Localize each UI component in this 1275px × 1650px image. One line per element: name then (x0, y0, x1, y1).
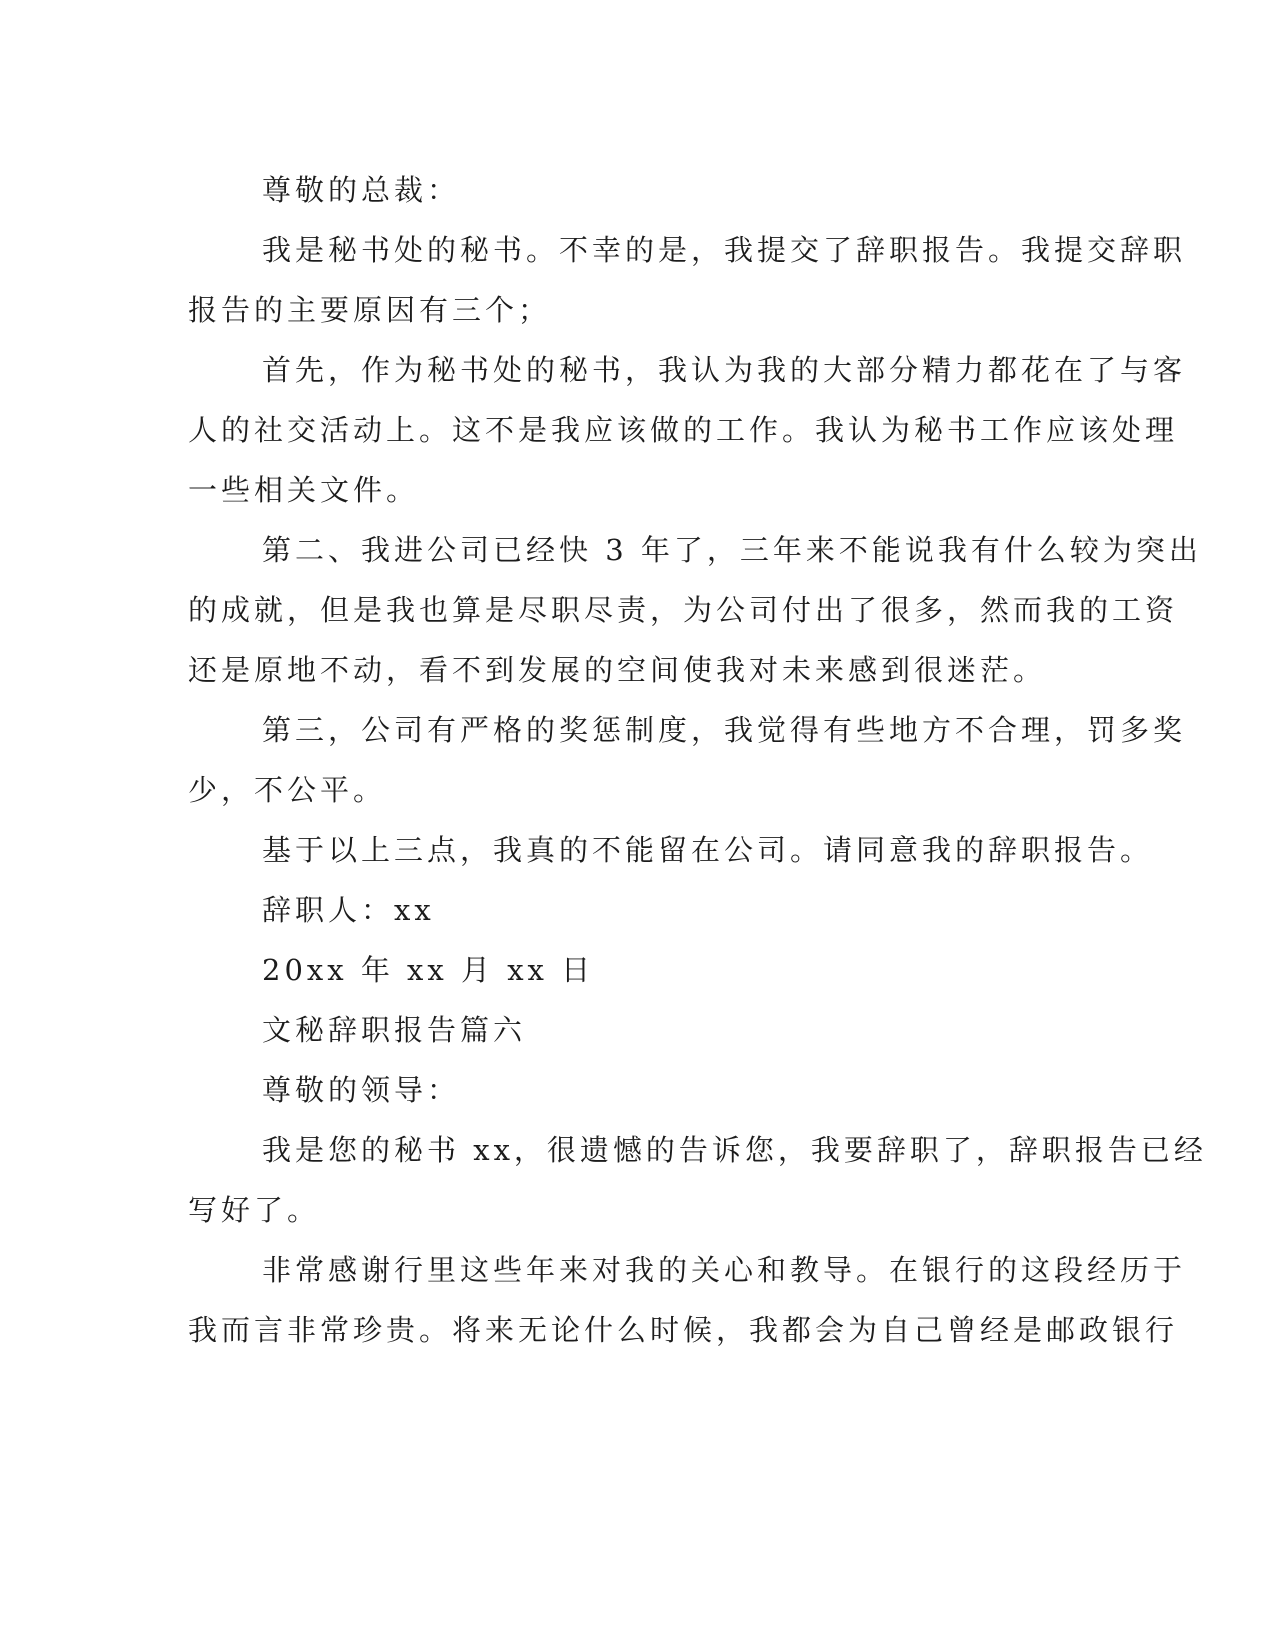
paragraph-line: 基于以上三点，我真的不能留在公司。请同意我的辞职报告。 (262, 833, 1154, 867)
paragraph-line: 写好了。 (188, 1193, 321, 1227)
signature-date: 20xx 年 xx 月 xx 日 (262, 953, 595, 987)
section-heading: 文秘辞职报告篇六 (262, 1013, 527, 1047)
salutation-president: 尊敬的总裁： (262, 173, 461, 207)
paragraph-line: 第二、我进公司已经快 3 年了，三年来不能说我有什么较为突出 (262, 533, 1202, 567)
paragraph-line: 首先，作为秘书处的秘书，我认为我的大部分精力都花在了与客 (262, 353, 1187, 387)
salutation-leader: 尊敬的领导： (262, 1073, 461, 1107)
document-body (188, 160, 1207, 1360)
paragraph-line: 我而言非常珍贵。将来无论什么时候，我都会为自己曾经是邮政银行 (188, 1313, 1179, 1347)
paragraph-line: 人的社交活动上。这不是我应该做的工作。我认为秘书工作应该处理 (188, 413, 1179, 447)
paragraph-line: 我是您的秘书 xx，很遗憾的告诉您，我要辞职了，辞职报告已经 (262, 1133, 1207, 1167)
paragraph-line: 非常感谢行里这些年来对我的关心和教导。在银行的这段经历于 (262, 1253, 1187, 1287)
paragraph-line: 我是秘书处的秘书。不幸的是，我提交了辞职报告。我提交辞职 (262, 233, 1187, 267)
signature-name: 辞职人：xx (262, 893, 435, 927)
paragraph-line: 报告的主要原因有三个； (188, 293, 552, 327)
paragraph-line: 一些相关文件。 (188, 473, 420, 507)
paragraph-line: 少，不公平。 (188, 773, 387, 807)
paragraph-line: 第三，公司有严格的奖惩制度，我觉得有些地方不合理，罚多奖 (262, 713, 1187, 747)
paragraph-line: 还是原地不动，看不到发展的空间使我对未来感到很迷茫。 (188, 653, 1047, 687)
paragraph-line: 的成就，但是我也算是尽职尽责，为公司付出了很多，然而我的工资 (188, 593, 1179, 627)
